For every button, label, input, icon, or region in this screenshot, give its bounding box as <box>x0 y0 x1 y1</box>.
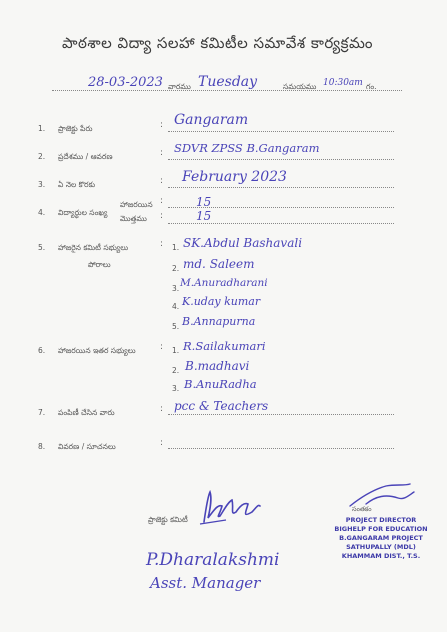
row-7-line <box>168 414 394 415</box>
row-4-line-2 <box>168 223 394 224</box>
distributed-by-value: pcc & Teachers <box>174 399 269 413</box>
form-title: పాఠశాల విద్యా సలహా కమిటీల సమావేశ కార్యక్రమం <box>62 34 373 52</box>
other-member-3-number: 3. <box>172 384 180 393</box>
row-5-number: 5. <box>38 243 46 252</box>
committee-member-5: B.Annapurna <box>182 315 256 328</box>
row-5-sub-label: పోరాలు <box>88 260 111 269</box>
row-4-present-label: హాజరయిన <box>120 200 153 209</box>
row-6-label: హాజరయిన ఇతర సభ్యులు <box>58 346 136 355</box>
day-label: వారము <box>168 82 191 91</box>
row-8-line <box>168 448 394 449</box>
row-4-total-label: మొత్తము <box>120 214 147 223</box>
committee-member-1: SK.Abdul Bashavali <box>183 236 303 250</box>
students-total-value: 15 <box>196 209 212 223</box>
committee-member-2-number: 2. <box>172 264 180 273</box>
row-5-label: హాజరైన కమిటీ సభ్యులు <box>58 243 129 252</box>
project-director-stamp <box>326 516 436 561</box>
committee-signature-label: ప్రాజెక్టు కమిటీ <box>148 515 188 524</box>
row-1-colon: : <box>160 120 164 130</box>
row-2-label: ప్రదేశము / ఆవరణ <box>58 152 113 161</box>
month-value: February 2023 <box>182 169 287 185</box>
committee-member-4: K.uday kumar <box>182 295 261 308</box>
committee-member-3: M.Anuradharani <box>180 277 268 289</box>
stamp-line-2: BIGHELP FOR EDUCATION <box>334 525 428 533</box>
row-4-line-1 <box>168 207 394 208</box>
committee-member-2: md. Saleem <box>183 257 255 271</box>
row-7-label: పంపిణీ చేసిన వారు <box>58 408 115 417</box>
committee-member-4-number: 4. <box>172 302 180 311</box>
stamp-line-1: PROJECT DIRECTOR <box>345 516 417 524</box>
committee-member-1-number: 1. <box>172 243 180 252</box>
stamp-line-3: B.GANGARAM PROJECT <box>339 534 423 542</box>
director-sign-label: సంతకం <box>352 505 372 513</box>
stamp-line-5: KHAMMAM DIST., T.S. <box>341 552 421 560</box>
stamp-line-4: SATHUPALLY (MDL) <box>346 543 416 551</box>
row-4-number: 4. <box>38 208 46 217</box>
assistant-signature-name: P.Dharalakshmi <box>146 550 280 570</box>
assistant-signature-role: Asst. Manager <box>150 574 261 592</box>
row-6-number: 6. <box>38 346 46 355</box>
row-4-colon-1: : <box>160 196 164 206</box>
date-row-line <box>52 90 402 91</box>
row-8-colon: : <box>160 438 164 448</box>
students-present-value: 15 <box>196 195 212 209</box>
row-1-number: 1. <box>38 124 46 133</box>
row-2-number: 2. <box>38 152 46 161</box>
row-6-colon: : <box>160 342 164 352</box>
row-4-label: విద్యార్థుల సంఖ్య <box>58 208 108 217</box>
row-1-label: ప్రాజెక్టు పేరు <box>58 124 93 133</box>
other-member-1-number: 1. <box>172 346 180 355</box>
row-2-line <box>168 159 394 160</box>
committee-member-5-number: 5. <box>172 322 180 331</box>
other-member-1: R.Sailakumari <box>183 339 266 353</box>
time-value: 10:30am <box>323 78 363 88</box>
other-member-2-number: 2. <box>172 366 180 375</box>
row-8-label: వివరణ / సూచనలు <box>58 442 116 451</box>
other-member-3: B.AnuRadha <box>184 377 257 391</box>
row-7-number: 7. <box>38 408 46 417</box>
committee-member-3-number: 3. <box>172 284 180 293</box>
row-5-colon: : <box>160 239 164 249</box>
row-3-colon: : <box>160 176 164 186</box>
row-1-line <box>168 131 394 132</box>
row-7-colon: : <box>160 404 164 414</box>
committee-signature-scribble <box>196 488 266 528</box>
row-3-label: ఏ నెల కొరకు <box>58 180 96 189</box>
row-8-number: 8. <box>38 442 46 451</box>
project-name-value: Gangaram <box>174 112 249 128</box>
day-value: Tuesday <box>198 74 258 90</box>
time-suffix: గం. <box>366 82 377 91</box>
other-member-2: B.madhavi <box>185 359 250 373</box>
date-value: 28-03-2023 <box>88 75 163 90</box>
row-3-number: 3. <box>38 180 46 189</box>
row-3-line <box>168 187 394 188</box>
row-2-colon: : <box>160 148 164 158</box>
time-label: సమయము <box>283 82 317 91</box>
row-4-colon-2: : <box>160 211 164 221</box>
location-value: SDVR ZPSS B.Gangaram <box>174 141 320 155</box>
